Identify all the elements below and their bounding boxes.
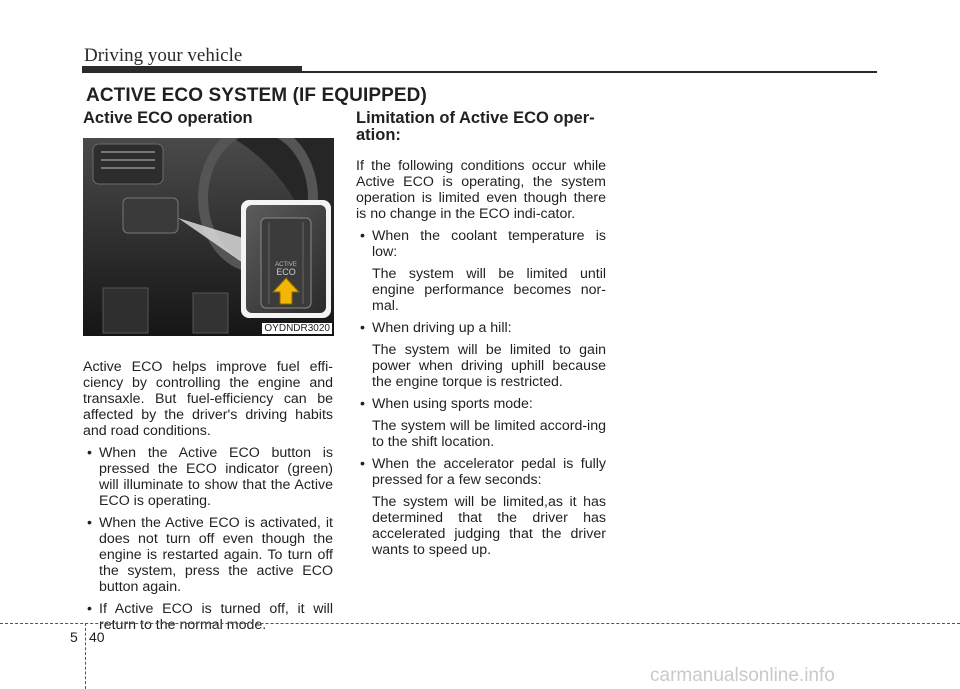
right-column [356, 110, 606, 564]
limitation-bullet-list [356, 228, 606, 558]
page-number: 40 [89, 629, 105, 645]
list-item: • When the Active ECO button is pressed the ECO indicator (green) will illuminate to show that the Active ECO is operating. [83, 445, 333, 509]
limitation-heading: Limitation of Active ECO oper-ation: [356, 109, 595, 144]
condition-detail: The system will be limited,as it has determined that the driver has accelerated judging that the driver wants to speed up. [372, 494, 606, 558]
condition-label: When the accelerator pedal is fully pressed for a few seconds: [372, 456, 606, 488]
active-eco-intro: Active ECO helps improve fuel effi-ciency by controlling the engine and transaxle. But fuel-efficiency can be affected by the driver's driving habits and road conditions. [83, 359, 333, 439]
list-item: • If Active ECO is turned off, it will return to the normal mode. [83, 601, 333, 633]
header-rule-thin [302, 71, 877, 73]
condition-detail: The system will be limited to gain power when driving uphill because the engine torque is restricted. [372, 342, 606, 390]
active-eco-bullet-list [83, 445, 333, 633]
list-item [356, 456, 606, 558]
condition-label: When driving up a hill: [372, 320, 512, 336]
figure-code: OYDNDR3020 [264, 323, 330, 334]
chapter-number: 5 [70, 629, 78, 645]
limitation-intro: If the following conditions occur while Active ECO is operating, the system operation is limited even though there is no change in the ECO indi-cator. [356, 158, 606, 222]
condition-detail: The system will be limited until engine performance becomes nor-mal. [372, 266, 606, 314]
condition-label: When the coolant temperature is low: [372, 228, 606, 260]
footer-rule [0, 623, 960, 624]
eco-button-label: ECO [276, 267, 296, 277]
condition-label: When using sports mode: [372, 396, 533, 412]
left-column [83, 110, 333, 639]
list-item [356, 396, 606, 450]
watermark-text: carmanualsonline.info [650, 665, 835, 686]
list-item [356, 228, 606, 314]
svg-text:ACTIVE: ACTIVE [275, 262, 297, 268]
footer-divider [85, 623, 86, 689]
figure-spacer [83, 137, 333, 337]
list-item: • When the Active ECO is activated, it does not turn off even though the engine is restarted again. To turn off the system, press the active ECO button again. [83, 515, 333, 595]
active-eco-operation-heading: Active ECO operation [83, 109, 253, 127]
header-rule-thick [82, 66, 302, 73]
section-title: ACTIVE ECO SYSTEM (IF EQUIPPED) [86, 85, 427, 106]
condition-detail: The system will be limited accord-ing to the shift location. [372, 418, 606, 450]
page-header-title: Driving your vehicle [84, 45, 243, 66]
list-item [356, 320, 606, 390]
